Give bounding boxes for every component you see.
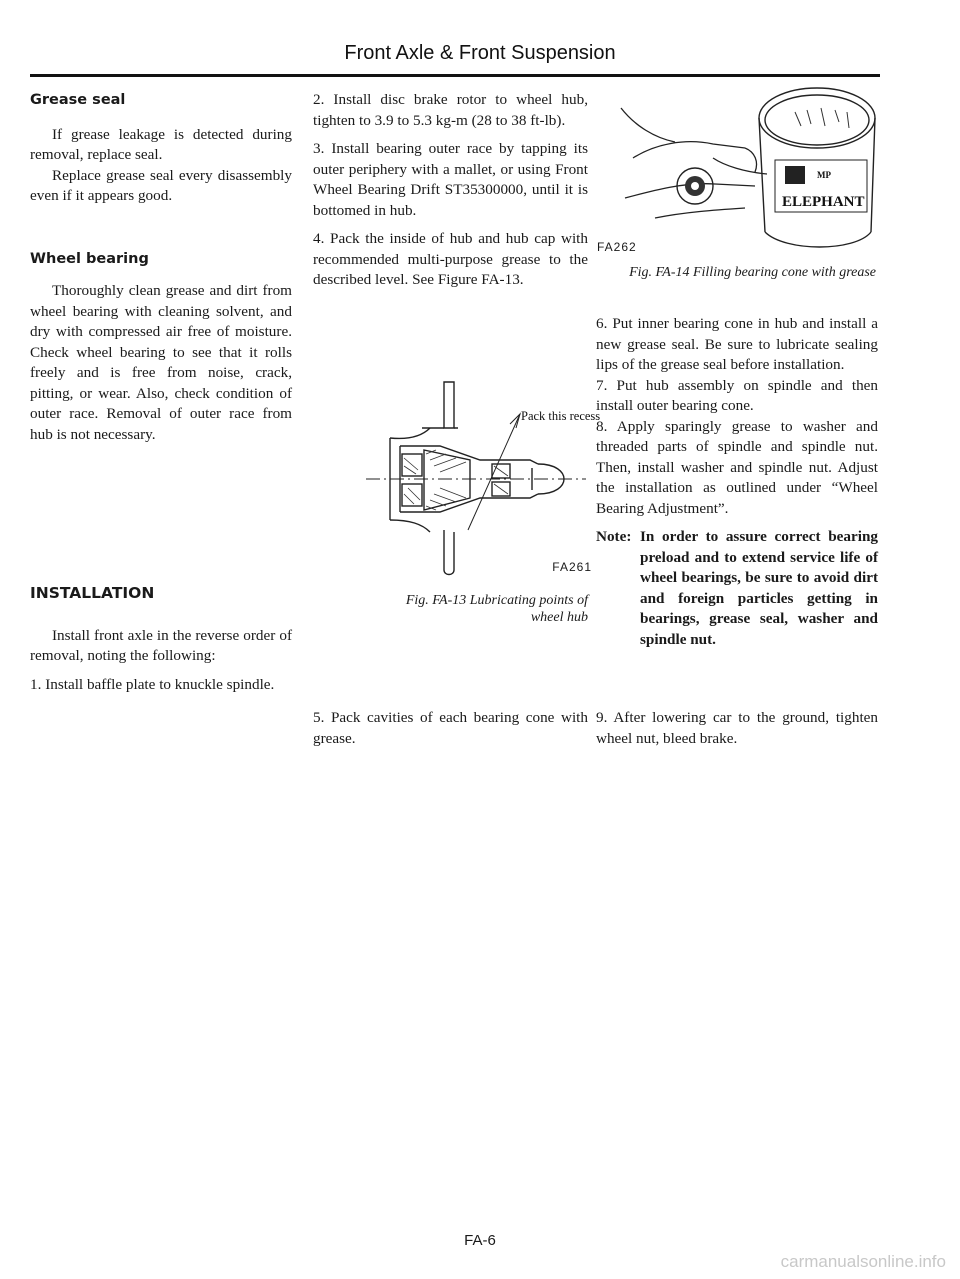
installation-paragraph: Install front axle in the reverse order of removal, noting the following:	[30, 626, 292, 664]
fig13-caption: Fig. FA-13 Lubricating points of wheel hub	[405, 593, 588, 625]
header-rule	[30, 74, 880, 77]
can-brand-text: ELEPHANT	[782, 194, 865, 210]
can-small-text: MP	[817, 170, 831, 180]
install-step-1: 1. Install baffle plate to knuckle spindle.	[30, 675, 275, 693]
fig13-label: FA261	[552, 560, 592, 574]
column-3	[596, 314, 878, 650]
page-header: Front Axle & Front Suspension	[344, 42, 616, 64]
column-2	[313, 90, 588, 291]
note-label: Note:	[596, 528, 632, 545]
note-block	[596, 527, 878, 650]
install-step-9: 9. After lowering car to the ground, tighten wheel nut, bleed brake.	[596, 709, 878, 747]
wheel-hub-diagram	[360, 380, 601, 580]
installation-heading: INSTALLATION	[30, 584, 155, 602]
install-step-5: 5. Pack cavities of each bearing cone with grease.	[313, 709, 588, 747]
install-step-6: 6. Put inner bearing cone in hub and install a new grease seal. Be sure to lubricate sealing lips of the grease seal before installation.	[596, 315, 878, 373]
page-number: FA-6	[464, 1232, 496, 1249]
wheel-bearing-heading: Wheel bearing	[30, 250, 149, 267]
watermark: carmanualsonline.info	[780, 1252, 946, 1271]
fig13-callout: Pack this recess	[521, 409, 601, 423]
install-step-8: 8. Apply sparingly grease to washer and threaded parts of spindle and spindle nut. Then, install washer and spindle nut. Adjust the installation as outlined under “Wheel Bearing Adjustment”.	[596, 417, 878, 517]
install-step-2: 2. Install disc brake rotor to wheel hub, tighten to 3.9 to 5.3 kg-m (28 to 38 ft-lb).	[313, 91, 588, 129]
figure-fa13	[360, 380, 601, 580]
fig14-label: FA262	[597, 240, 637, 254]
wheel-bearing-paragraph: Thoroughly clean grease and dirt from wheel bearing with cleaning solvent, and dry with compressed air free of moisture. Check wheel bearing to see that it rolls freely and is free from noise, crack, pitting, or wear. Also, check condition of outer race. Removal of outer race from hub is not necessary.	[30, 282, 292, 443]
install-step-3: 3. Install bearing outer race by tapping its outer periphery with a mallet, or using Front Wheel Bearing Drift ST35300000, until it is bottomed in hub.	[313, 140, 588, 219]
grease-seal-paragraph-1: If grease leakage is detected during removal, replace seal.	[30, 125, 292, 163]
grease-seal-paragraph-2: Replace grease seal every disassembly even if it appears good.	[30, 166, 292, 204]
figure-fa14	[595, 82, 880, 257]
grease-can-illustration	[595, 82, 880, 257]
install-step-7: 7. Put hub assembly on spindle and then install outer bearing cone.	[596, 376, 878, 414]
column-1	[30, 90, 292, 695]
note-text: In order to assure correct bearing preload and to extend service life of wheel bearings, be sure to avoid dirt and foreign particles getting in bearings, grease seal, washer and spindle nut.	[640, 528, 878, 648]
fig14-caption: Fig. FA-14 Filling bearing cone with grease	[629, 265, 876, 280]
install-step-4: 4. Pack the inside of hub and hub cap with recommended multi-purpose grease to the described level. See Figure FA-13.	[313, 230, 588, 288]
grease-seal-heading: Grease seal	[30, 92, 126, 108]
